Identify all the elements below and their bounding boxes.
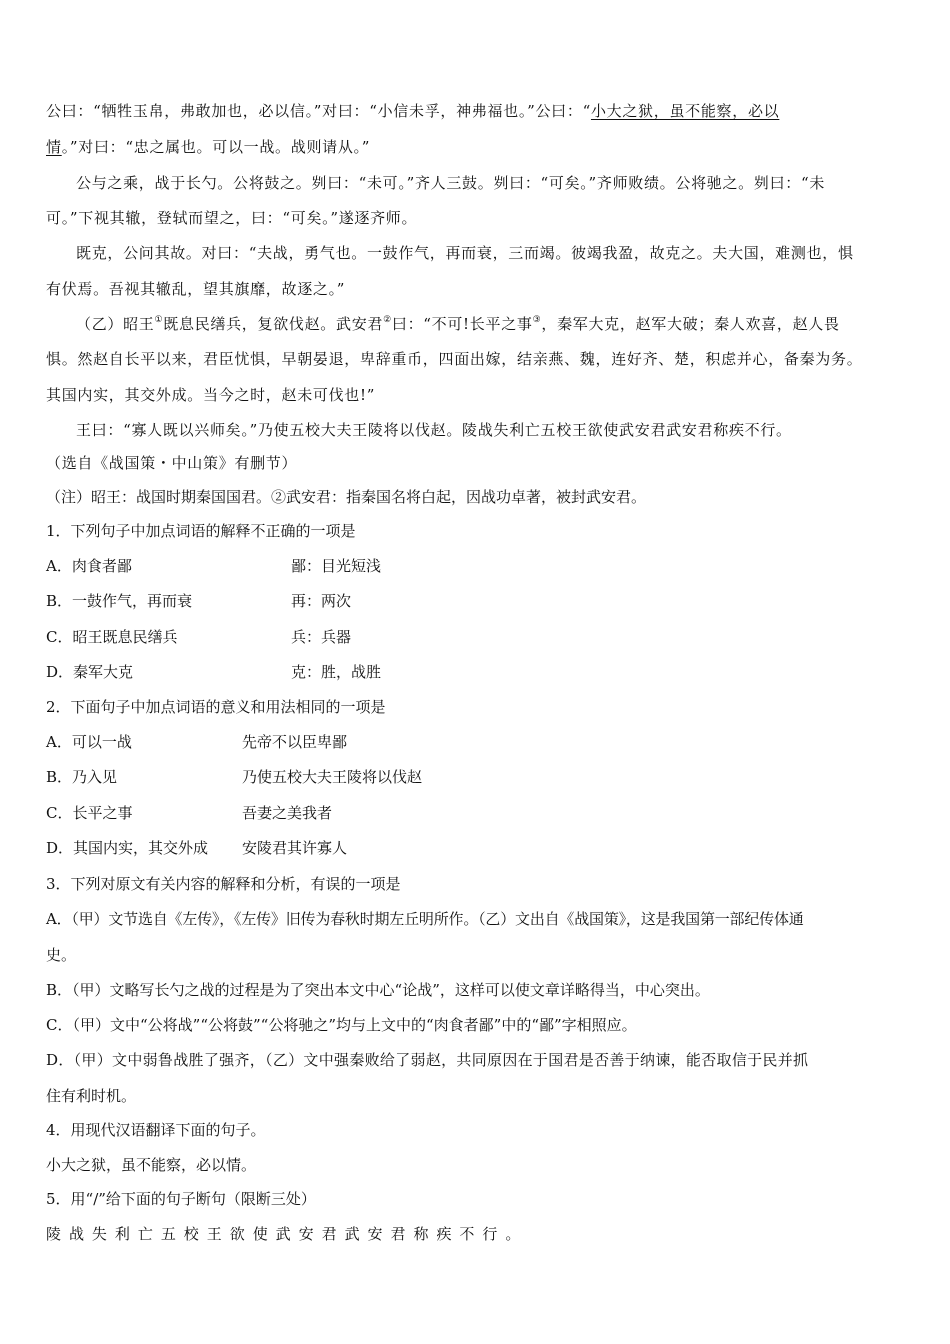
underlined-sentence: 情 [46,138,62,156]
passage-line: 有伏焉。吾视其辙乱，望其旗靡，故逐之。” [46,280,346,298]
passage-line: 其国内实，其交外成。当今之时，赵未可伐也!” [46,386,376,404]
underlined-sentence: 小大之狱，虽不能察，必以 [590,102,780,120]
q3-option-b: B．（甲）文略写长勺之战的过程是为了突出本文中心“论战”，这样可以使文章详略得当，中心突出。 [46,981,710,999]
question-3-stem: 3．下列对原文有关内容的解释和分析，有误的一项是 [46,875,401,893]
passage-line: 王曰：“寡人既以兴师矣。”乃使五校大夫王陵将以伐赵。陵战失利亡五校王欲使武安君武安君称疾不行。 [76,421,792,439]
question-1-stem: 1．下列句子中加点词语的解释不正确的一项是 [46,522,356,540]
question-4-stem: 4．用现代汉语翻译下面的句子。 [46,1121,266,1139]
passage-line: 情。”对曰：“忠之属也。可以一战。战则请从。” [46,138,371,156]
q3-option-d: D．（甲）文中弱鲁战胜了强齐，（乙）文中强秦败给了弱赵，共同原因在于国君是否善于纳谏，能否取信于民并抓 [46,1051,809,1069]
q1-option-a: A．肉食者鄙 鄙：目光短浅 [46,557,382,575]
passage-line: 公与之乘，战于长勺。公将鼓之。刿曰：“未可。”齐人三鼓。刿曰：“可矣。”齐师败绩。公将驰之。刿曰：“未 [76,174,826,192]
q2-option-c: C．长平之事 吾妻之美我者 [46,804,333,822]
q1-option-d: D．秦军大克 克：胜，战胜 [46,663,382,681]
q1-option-b: B．一鼓作气，再而衰 再：两次 [46,592,352,610]
q3-option-a: A．（甲）文节选自《左传》，《左传》旧传为春秋时期左丘明所作。（乙）文出自《战国策》，这是我国第一部纪传体通 [46,910,804,928]
q2-option-b: B．乃入见 乃使五校大夫王陵将以伐赵 [46,768,423,786]
q5-sentence: 陵 战 失 利 亡 五 校 王 欲 使 武 安 君 武 安 君 称 疾 不 行 。 [46,1225,522,1243]
passage-line: 既克，公问其故。对曰：“夫战，勇气也。一鼓作气，再而衰，三而竭。彼竭我盈，故克之。夫大国，难测也，惧 [76,244,854,262]
q2-option-d: D．其国内实，其交外成 安陵君其许寡人 [46,839,348,857]
footnote-marker: ① [154,315,164,325]
footnote-marker: ③ [532,315,542,325]
q4-sentence: 小大之狱，虽不能察，必以情。 [46,1156,257,1174]
passage-line: 公曰：“牺牲玉帛，弗敢加也，必以信。”对曰：“小信未孚，神弗福也。”公曰：“小大之狱，虽不能察，必以 [46,102,780,120]
q3-option-d-cont: 住有利时机。 [46,1087,137,1105]
annotation-note: （注）昭王：战国时期秦国国君。②武安君：指秦国名将白起，因战功卓著，被封武安君。 [46,488,647,506]
q3-option-c: C．（甲）文中“公将战”“公将鼓”“公将驰之”均与上文中的“肉食者鄙”中的“鄙”字相照应。 [46,1016,637,1034]
footnote-marker: ② [383,315,392,325]
q1-option-c: C．昭王既息民缮兵 兵：兵器 [46,628,352,646]
question-2-stem: 2．下面句子中加点词语的意义和用法相同的一项是 [46,698,386,716]
passage-line: 可。”下视其辙，登轼而望之，曰：“可矣。”遂逐齐师。 [46,209,418,227]
passage-line: 惧。然赵自长平以来，君臣忧惧，早朝晏退，卑辞重币，四面出嫁，结亲燕、魏，连好齐、楚，积虑并心，备秦为务。 [46,350,863,368]
source-citation: （选自《战国策・中山策》有删节） [46,454,298,472]
passage-line: （乙）昭王①既息民缮兵，复欲伐赵。武安君②曰：“不可!长平之事③，秦军大克，赵军大破；秦人欢喜，赵人畏 [76,315,840,333]
question-5-stem: 5．用“/”给下面的句子断句（限断三处） [46,1190,316,1208]
q2-option-a: A．可以一战 先帝不以臣卑鄙 [46,733,348,751]
q3-option-a-cont: 史。 [46,946,77,964]
